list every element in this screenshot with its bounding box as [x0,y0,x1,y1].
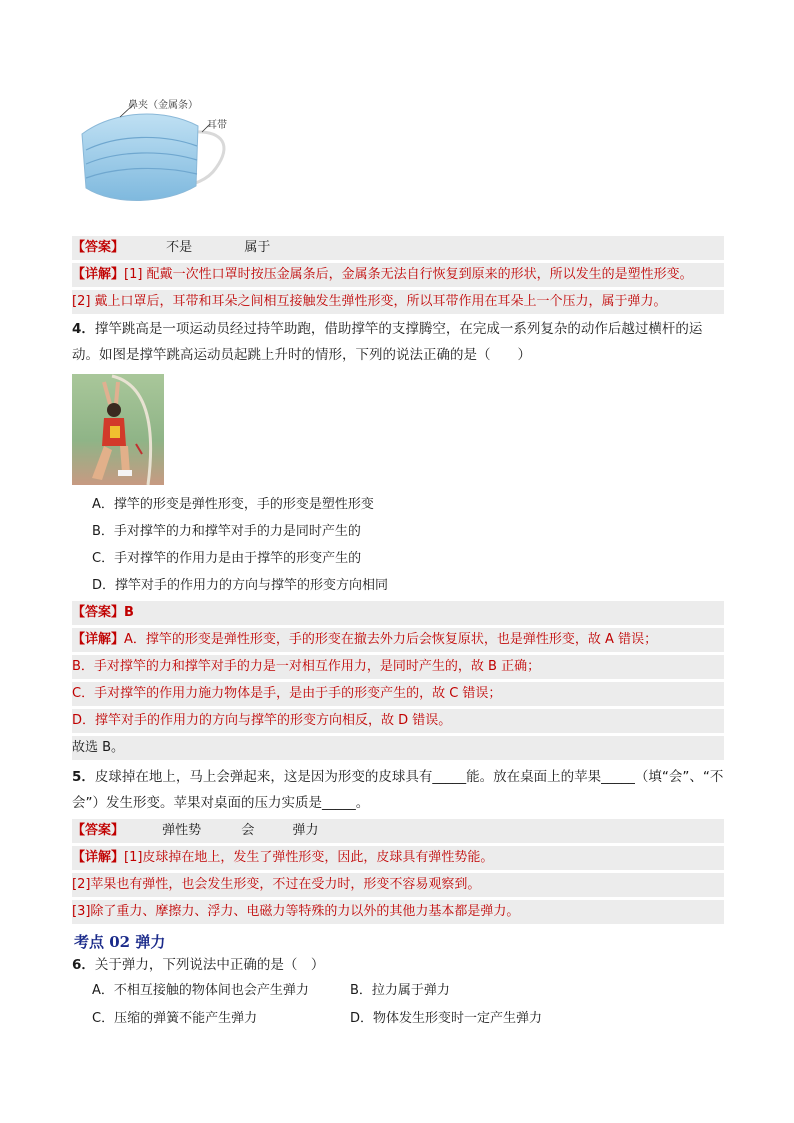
q3-blank-1: 不是 [166,240,193,255]
q3-blank-2: 属于 [244,240,271,255]
q5-detail-text-3: [3]除了重力、摩擦力、浮力、电磁力等特殊的力以外的其他力基本都是弹力。 [72,904,520,919]
answer-tag: 【答案】 [72,605,125,620]
q4-detail-line-4 [72,709,724,733]
q3-detail-line-1 [72,263,724,287]
q4-stem-text: 撑竿跳高是一项运动员经过持竿助跑，借助撑竿的支撑腾空，在完成一系列复杂的动作后越过横杆的运动。如图是撑竿跳高运动员起跳上升时的情形，下列的说法正确的是（ ） [72,321,703,363]
q4-option-d[interactable]: D．撑竿对手的作用力的方向与撑竿的形变方向相同 [92,578,389,593]
q5-detail-text-1: [1]皮球掉在地上，发生了弹性形变，因此，皮球具有弹性势能。 [124,850,494,865]
ear-strap-label: 耳带 [207,120,227,131]
q4-stem [72,316,727,368]
q4-conclusion: 故选 B。 [72,740,125,755]
q6-option-a[interactable]: A．不相互接触的物体间也会产生弹力 [92,983,309,998]
q5-detail-line-1 [72,846,724,870]
q4-detail-line-1 [72,628,724,652]
detail-tag: 【详解】 [72,632,125,647]
q4-detail-line-3 [72,682,724,706]
q4-option-b[interactable]: B．手对撑竿的力和撑竿对手的力是同时产生的 [92,524,361,539]
detail-tag: 【详解】 [72,850,125,865]
q4-detail-text-1: A．撑竿的形变是弹性形变，手的形变在撤去外力后会恢复原状，也是弹性形变，故 A 错误； [124,632,658,647]
q6-number: 6． [72,957,95,973]
q5-blank-2: 会 [241,823,255,838]
q5-detail-line-2 [72,873,724,897]
q5-stem [72,764,727,816]
q5-answer-band [72,819,724,843]
q4-option-c[interactable]: C．手对撑竿的作用力是由于撑竿的形变产生的 [92,551,362,566]
answer-tag: 【答案】 [72,240,125,255]
q6-option-b[interactable]: B．拉力属于弹力 [350,983,450,998]
q6-option-c[interactable]: C．压缩的弹簧不能产生弹力 [92,1011,258,1026]
q5-blank-1: 弹性势 [162,823,202,838]
q5-blank-3: 弹力 [292,823,319,838]
section-heading: 考点 02 弹力 [74,933,166,951]
q4-detail-text-4: D．撑竿对手的作用力的方向与撑竿的形变方向相反，故 D 错误。 [72,713,452,728]
q4-detail-line-2 [72,655,724,679]
nose-clip-label: 鼻夹（金属条） [128,100,198,111]
q4-detail-text-2: B．手对撑竿的力和撑竿对手的力是一对相互作用力，是同时产生的，故 B 正确； [72,659,541,674]
q6-stem [72,952,727,978]
q6-stem-text: 关于弹力，下列说法中正确的是（ ） [94,957,325,973]
q4-detail-text-3: C．手对撑竿的作用力施力物体是手，是由于手的形变产生的，故 C 错误； [72,686,502,701]
pole-vault-photo [72,374,164,485]
q5-detail-text-2: [2]苹果也有弹性，也会发生形变，不过在受力时，形变不容易观察到。 [72,877,481,892]
q4-detail-line-5 [72,736,724,760]
detail-tag: 【详解】 [72,267,125,282]
q6-option-d[interactable]: D．物体发生形变时一定产生弹力 [350,1011,543,1026]
q4-option-a[interactable]: A．撑竿的形变是弹性形变，手的形变是塑性形变 [92,497,374,512]
q3-detail-text-2: [2] 戴上口罩后，耳带和耳朵之间相互接触发生弹性形变，所以耳带作用在耳朵上一个压力，属于弹力。 [72,294,667,309]
q4-answer-value: B [124,605,134,620]
q5-stem-text: 皮球掉在地上，马上会弹起来，这是因为形变的皮球具有_____能。放在桌面上的苹果_____（填“会”、“不会”）发生形变。苹果对桌面的压力实质是_____。 [72,769,724,811]
q3-detail-text-1: [1] 配戴一次性口罩时按压金属条后，金属条无法自行恢复到原来的形状，所以发生的是塑性形变。 [124,267,693,282]
answer-tag: 【答案】 [72,823,125,838]
q3-detail-line-2 [72,290,724,314]
q4-answer-band [72,601,724,625]
q3-answer-band [72,236,724,260]
pole-vaulter-image [72,374,164,485]
q5-detail-line-3 [72,900,724,924]
mask-figure [74,90,244,208]
q4-number: 4． [72,321,95,337]
q5-number: 5． [72,769,95,785]
